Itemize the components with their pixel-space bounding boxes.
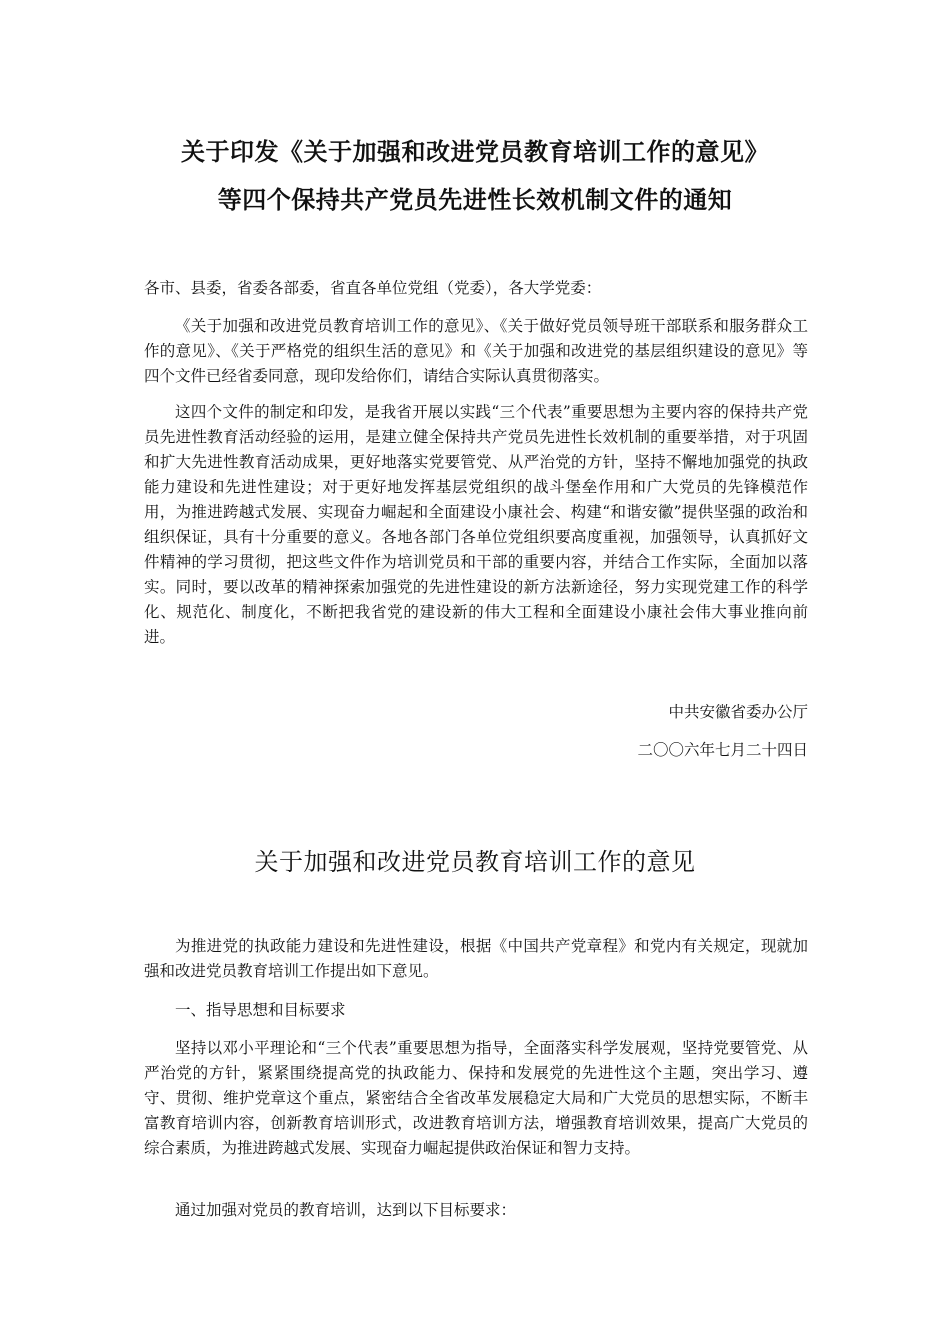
section-1-paragraph: 坚持以邓小平理论和“三个代表”重要思想为指导，全面落实科学发展观，坚持党要管党、从严治党的方针，紧紧围绕提高党的执政能力、保持和发展党的先进性这个主题，突出学习、遵守、贯彻、维护党章这个重点，紧密结合全省改革发展稳定大局和广大党员的思想实际，不断丰富教育培训内容，创新教育培训形式，改进教育培训方法，增强教育培训效果，提高广大党员的综合素质，为推进跨越式发展、实现奋力崛起提供政治保证和智力支持。 [144,1039,808,1157]
signature: 中共安徽省委办公厅 [668,703,808,721]
section-1-heading: 一、指导思想和目标要求 [175,1001,346,1019]
notice-paragraph-1: 《关于加强和改进党员教育培训工作的意见》、《关于做好党员领导班干部联系和服务群众工作的意见》、《关于严格党的组织生活的意见》和《关于加强和改进党的基层组织建设的意见》等四个文件已经省委同意，现印发给你们，请结合实际认真贯彻落实。 [144,317,808,385]
issue-date: 二〇〇六年七月二十四日 [637,741,808,759]
goals-lead: 通过加强对党员的教育培训，达到以下目标要求： [175,1201,517,1219]
notice-title-line2: 等四个保持共产党员先进性长效机制文件的通知 [217,186,733,214]
notice-title-line1: 关于印发《关于加强和改进党员教育培训工作的意见》 [181,138,769,166]
salutation: 各市、县委，省委各部委，省直各单位党组（党委），各大学党委： [144,279,602,297]
notice-paragraph-2: 这四个文件的制定和印发，是我省开展以实践“三个代表”重要思想为主要内容的保持共产党员先进性教育活动经验的运用，是建立健全保持共产党员先进性长效机制的重要举措，对于巩固和扩大先进性教育活动成果，更好地落实党要管党、从严治党的方针，坚持不懈地加强党的执政能力建设和先进性建设；对于更好地发挥基层党组织的战斗堡垒作用和广大党员的先锋模范作用，为推进跨越式发展、实现奋力崛起和全面建设小康社会、构建“和谐安徽”提供坚强的政治和组织保证，具有十分重要的意义。各地各部门各单位党组织要高度重视，加强领导，认真抓好文件精神的学习贯彻，把这些文件作为培训党员和干部的重要内容，并结合工作实际，全面加以落实。同时，要以改革的精神探索加强党的先进性建设的新方法新途径，努力实现党建工作的科学化、规范化、制度化，不断把我省党的建设新的伟大工程和全面建设小康社会伟大事业推向前进。 [144,403,808,646]
opinion-intro: 为推进党的执政能力建设和先进性建设，根据《中国共产党章程》和党内有关规定，现就加强和改进党员教育培训工作提出如下意见。 [144,937,808,980]
opinion-title: 关于加强和改进党员教育培训工作的意见 [254,848,696,876]
